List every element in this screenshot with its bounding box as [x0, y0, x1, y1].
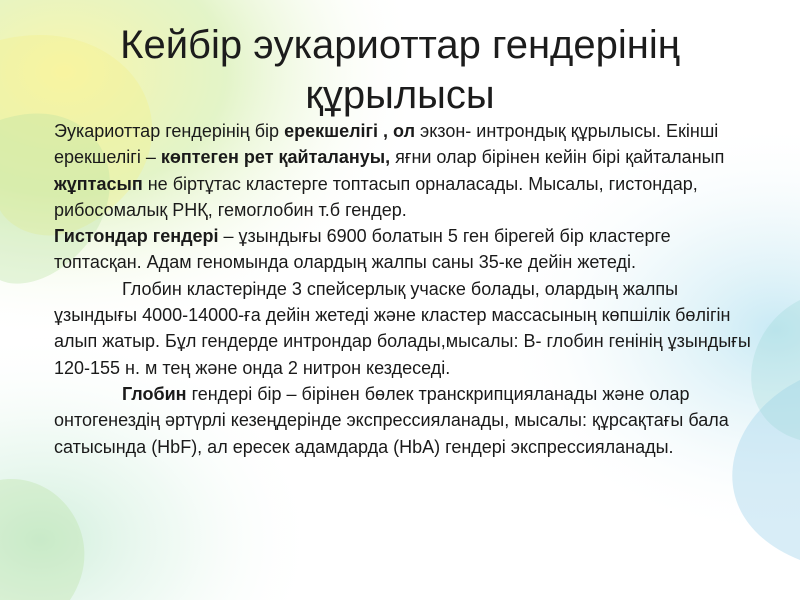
body-paragraph	[54, 223, 754, 276]
bold-text-run: ерекшелігі , ол	[284, 121, 416, 141]
text-run: Эукариоттар гендерінің бір	[54, 121, 285, 141]
text-run: Глобин кластерінде 3 спейсерлық учаске болады, олардың жалпы ұзындығы 4000-14000-ға дейін жетеді және кластер массасының көпшілік бөлігін алып жатыр. Бұл гендерде интрондар болады,мысалы: В- глобин генінің ұзындығы 120-155 н. м тең және онда 2 нитрон кездеседі.	[54, 278, 751, 378]
text-run: – ұзындығы 6900 болатын 5 ген бірегей бір кластерге топтасқан. Адам геномында олардың жалпы саны 35-ке дейін жетеді.	[54, 226, 671, 273]
bold-text-run: Глобин	[122, 383, 187, 404]
bold-text-run: көптеген рет қайталануы,	[160, 147, 391, 168]
text-run: экзон- интрондық құрылысы. Екінші ерекшелігі –	[54, 121, 719, 168]
text-run: яғни олар бірінен кейін бірі қайталанып	[390, 147, 725, 168]
body-paragraph	[54, 276, 754, 381]
text-run: не біртұтас кластерге топтасып орналасады. Мысалы, гистондар, рибосомалық РНҚ, гемоглобин т.б гендер.	[54, 173, 698, 220]
bold-text-run: жұптасып	[54, 173, 143, 194]
body-paragraph	[54, 118, 754, 223]
slide-title: Кейбір эукариоттар гендерінің құрылысы	[120, 23, 680, 117]
body-paragraph	[54, 381, 754, 460]
text-run: гендері бір – бірінен бөлек транскрипцияланады және олар онтогенездің әртүрлі кезеңдерінде экспрессияланады, мысалы: құрсақтағы бала сатысында (HbF), ал ересек адамдарда (HbA) гендері экспрессияланады.	[54, 383, 729, 457]
slide-body	[54, 118, 754, 460]
bold-text-run: Гистондар гендері	[54, 226, 219, 247]
